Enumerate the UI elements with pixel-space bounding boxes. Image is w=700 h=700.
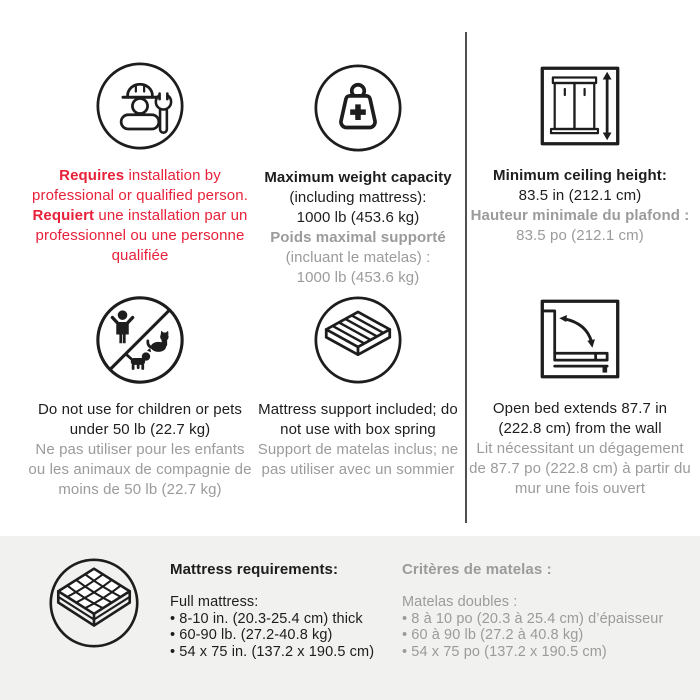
panel-no-children-pets (28, 294, 252, 500)
slat-support-icon (312, 294, 404, 386)
info-line: (incluant le matelas) : (285, 249, 431, 266)
bullet-item: • 8-10 in. (20.3-25.4 cm) thick (170, 610, 363, 627)
mattress-requirements-heading-fr: Critères de matelas : (402, 561, 552, 578)
info-line: ou les animaux de compagnie de (28, 461, 252, 478)
mattress-requirements-section (0, 536, 700, 700)
info-line: under 50 lb (22.7 kg) (69, 421, 211, 438)
bullet-item: • 60 à 90 lb (27.2 à 40.8 kg) (402, 627, 584, 643)
weight-plus-icon (312, 62, 404, 154)
no-children-pets-icon (94, 294, 186, 386)
info-line: 83.5 in (212.1 cm) (518, 187, 642, 204)
info-line: 1000 lb (453.6 kg) (296, 209, 420, 226)
info-line: Poids maximal supporté (270, 229, 446, 246)
mattress-size-label-fr: Matelas doubles : (402, 594, 518, 610)
panel-ceiling-height (468, 60, 692, 246)
mattress-icon (47, 556, 141, 650)
line-rest: installation by (124, 167, 221, 184)
info-line: 1000 lb (453.6 kg) (296, 269, 420, 286)
mattress-requirements-english (170, 561, 395, 660)
ceiling-height-icon (534, 60, 626, 152)
vertical-divider (465, 32, 467, 523)
bullet-item: • 8 à 10 po (20.3 à 25.4 cm) d’épaisseur (402, 610, 664, 627)
mattress-requirements-french (402, 561, 700, 660)
info-line: Ne pas utiliser pour les enfants (35, 441, 245, 458)
panel-installation (28, 60, 252, 266)
panel-ceiling-height-text (471, 166, 690, 246)
info-line (32, 166, 248, 186)
info-line: Lit nécessitant un dégagement (476, 440, 684, 457)
panel-open-bed (468, 293, 692, 499)
panel-no-children-pets-text (28, 400, 251, 500)
bold-word: Requiert (32, 207, 95, 224)
panel-open-bed-text (469, 399, 691, 499)
info-line: qualifiée (111, 247, 169, 264)
info-line: Do not use for children or pets (37, 401, 243, 418)
info-line (32, 206, 248, 226)
panel-installation-text (32, 166, 248, 266)
info-line: de 87.7 po (222.8 cm) à partir du (469, 460, 691, 477)
info-line: Support de matelas inclus; ne (257, 441, 459, 458)
bold-word: Requires (59, 167, 125, 184)
mattress-requirements-heading: Mattress requirements: (170, 561, 339, 578)
panel-max-weight (246, 62, 470, 288)
info-line: (222.8 cm) from the wall (498, 420, 662, 437)
open-bed-icon (534, 293, 626, 385)
line-rest: une installation par un (94, 207, 248, 224)
info-line: (including mattress): (289, 189, 427, 206)
info-line: mur une fois ouvert (514, 480, 646, 497)
bullet-item: • 60-90 lb. (27.2-40.8 kg) (170, 627, 333, 643)
bullet-item: • 54 x 75 in. (137.2 x 190.5 cm) (170, 643, 375, 660)
worker-hardhat-wrench-icon (94, 60, 186, 152)
panel-max-weight-text (264, 168, 451, 288)
bullet-item: • 54 x 75 po (137.2 x 190.5 cm) (402, 643, 607, 660)
info-line: professional or qualified person. (32, 187, 248, 204)
info-line: pas utiliser avec un sommier (261, 461, 455, 478)
info-line: Open bed extends 87.7 in (492, 400, 668, 417)
info-line: Minimum ceiling height: (493, 167, 667, 184)
info-line: not use with box spring (280, 421, 436, 438)
info-line: Hauteur minimale du plafond : (470, 207, 690, 224)
info-line: Maximum weight capacity (264, 169, 452, 186)
info-line: Mattress support included; do (258, 401, 458, 418)
info-line: professionnel ou une personne (35, 227, 245, 244)
info-line: 83.5 po (212.1 cm) (516, 227, 644, 244)
info-line: moins de 50 lb (22.7 kg) (58, 481, 222, 498)
mattress-size-label: Full mattress: (170, 594, 259, 610)
panel-mattress-support (246, 294, 470, 480)
panel-mattress-support-text (258, 400, 459, 480)
